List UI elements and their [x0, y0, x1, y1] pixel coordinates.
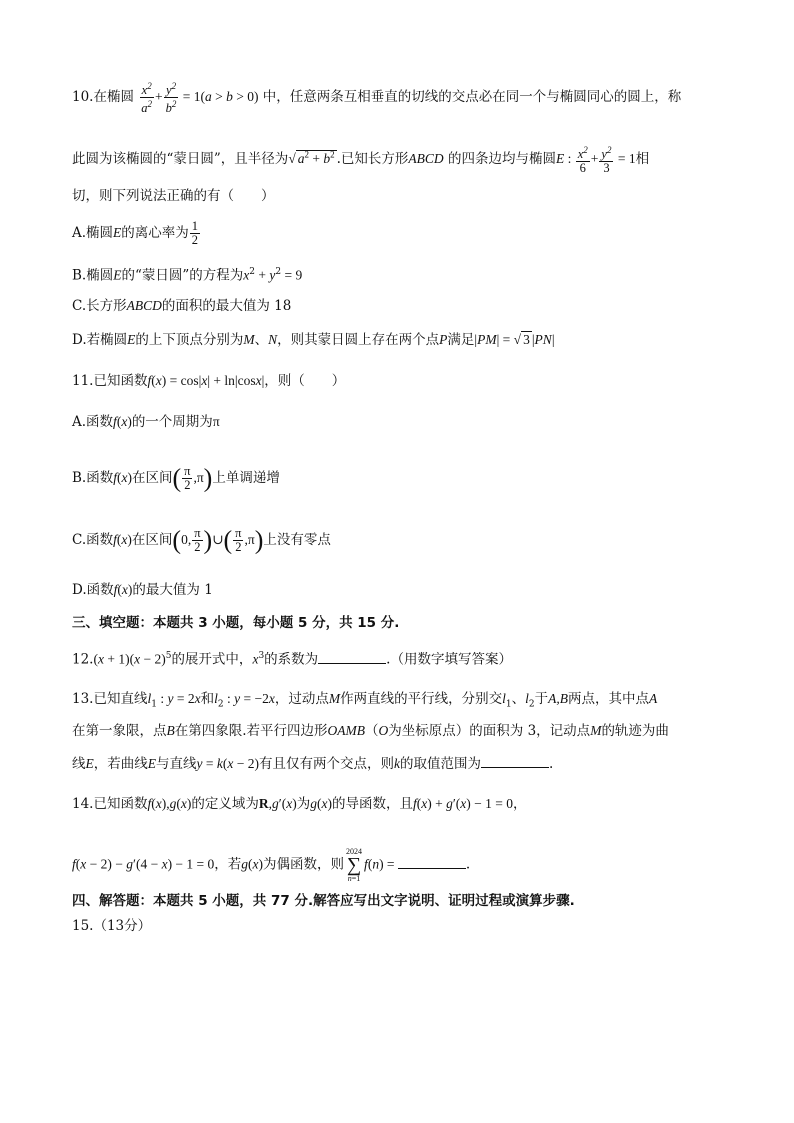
q10-line3: 切，则下列说法正确的有（ ） — [72, 188, 275, 204]
q11-option-b: B.函数f(x)在区间( $\frac{\pi}{2}$ ,π)上单调递增 — [72, 463, 280, 493]
q11-option-c: C.函数f(x)在区间(0, $\frac{\pi}{2}$ )∪( $\frac{\pi}{2}$ ,π)上没有零点 — [72, 525, 331, 555]
q14-answer-blank[interactable] — [398, 854, 466, 869]
section-3-heading: 三、填空题：本题共 3 小题，每小题 5 分，共 15 分. — [72, 615, 400, 631]
section-4-heading: 四、解答题：本题共 5 小题，共 77 分.解答应写出文字说明、证明过程或演算步骤. — [72, 893, 575, 909]
q11-option-d: D.函数f(x)的最大值为 1 — [72, 582, 213, 598]
q11-option-a: A.函数f(x)的一个周期为π — [72, 414, 220, 430]
q10-line2: 此圆为该椭圆的“蒙日圆”，且半径为√ $a^2 + b^2$ .已知长方形ABCD 的四条边均与椭圆E : $\frac{x^2}{6}$ + $\frac{y^2}{3}$ = 1相 — [72, 145, 650, 176]
q10-number: 10. — [72, 89, 94, 106]
q13-line1: 13.已知直线$l_1$ : y = 2x和$l_2$ : y = −2x，过动点M作两直线的平行线，分别交$l_1$、$l_2$于A,B两点，其中点A — [72, 691, 658, 710]
q10-option-d: D.若椭圆E的上下顶点分别为M、N，则其蒙日圆上存在两个点P满足|PM| = √ 3 |PN| — [72, 332, 555, 348]
q12: $12.(x + 1)(x - 2)^5$的展开式中，$x^3$的系数为 .（用数字填写答案） — [72, 646, 734, 670]
q10-option-a: A.椭圆E的离心率为 $\frac{1}{2}$ — [72, 219, 199, 247]
q14-line2: f(x − 2) − g′(4 − x) − 1 = 0，若g(x)为偶函数，则 2024 ∑ n=1 f(n) = . — [72, 847, 471, 883]
q12-answer-blank[interactable] — [318, 649, 386, 664]
q14-line1: 14.已知函数f(x),g(x)的定义域为R,g′(x)为g(x)的导函数，且f(x) + g′(x) − 1 = 0， — [72, 796, 527, 812]
q15-heading: 15.（13分） — [72, 918, 152, 934]
q13-line3: 线E，若曲线E与直线y = k(x − 2)有且仅有两个交点，则k的取值范围为 . — [72, 753, 734, 774]
q10-line1: 10.在椭圆 $\frac{x^2}{a^2}$ + $\frac{y^2}{b^2}$ = 1(a > b > 0) 中，任意两条互相垂直的切线的交点必在同一个与椭圆同心的圆上，称 — [72, 81, 682, 116]
q11-stem: 11.已知函数f(x) = cos|x| + ln|cosx|，则（ ） — [72, 373, 346, 389]
q13-line2: 在第一象限，点B在第四象限.若平行四边形OAMB（O为坐标原点）的面积为 3，记动点M的轨迹为曲 — [72, 723, 669, 739]
q10-option-c: C.长方形ABCD的面积的最大值为 18 — [72, 298, 292, 314]
q13-answer-blank[interactable] — [481, 753, 549, 768]
q10-option-b: B.椭圆E的“蒙日圆”的方程为$x^2 + y^2 = 9$ — [72, 267, 303, 284]
